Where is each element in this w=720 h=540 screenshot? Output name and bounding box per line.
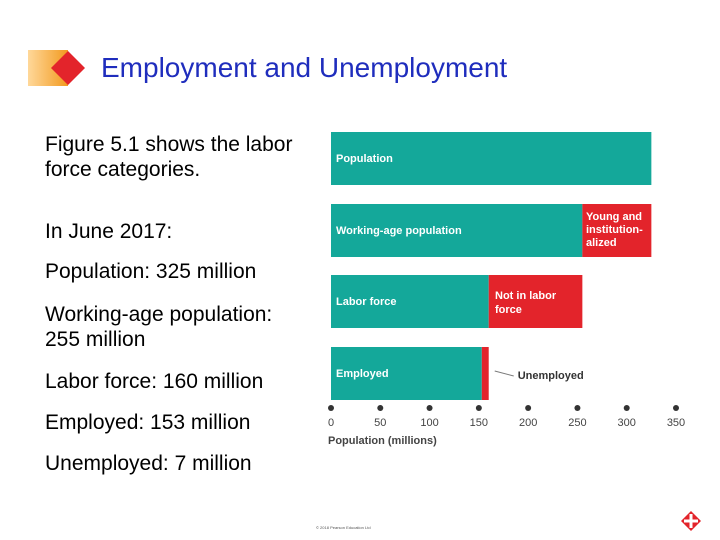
bar-label-employed: Employed [336,368,389,380]
x-tick-dot [624,405,630,411]
x-tick-label: 250 [568,417,587,429]
x-tick-dot [476,405,482,411]
x-tick-dot [377,405,383,411]
pearson-cross-logo-icon [680,510,702,532]
x-tick-dot [427,405,433,411]
x-tick-label: 300 [617,417,636,429]
labor-force-chart [300,120,710,460]
x-tick-dot [574,405,580,411]
bullet-figure-intro: Figure 5.1 shows the labor force categories. [45,133,293,181]
x-tick-dot [328,405,334,411]
bullet-population: Population: 325 million [45,260,257,283]
slide-title: Employment and Unemployment [101,52,508,83]
bar-label-population: Population [336,153,393,165]
bullet-labor-force: Labor force: 160 million [45,370,264,393]
x-tick-label: 0 [327,417,335,429]
unemployed-callout-line [495,371,514,376]
bar-segment-employed [482,347,489,400]
x-tick-label: 50 [374,417,387,429]
x-tick-dot [673,405,679,411]
copyright-footer: © 2018 Pearson Education Ltd [316,525,371,530]
segment-label-labor-force: Not in labor force [495,290,557,316]
unemployed-callout-label: Unemployed [517,370,584,382]
x-tick-label: 350 [666,417,686,429]
bullet-unemployed: Unemployed: 7 million [45,452,252,475]
x-axis-label: Population (millions) [328,435,437,447]
bullet-employed: Employed: 153 million [45,411,251,434]
x-tick-label: 150 [469,417,489,429]
segment-label-working-age-population: Young and institution-alized [586,211,643,249]
bar-label-working-age-population: Working-age population [336,225,462,237]
x-tick-label: 200 [518,417,538,429]
x-tick-dot [525,405,531,411]
bar-label-labor-force: Labor force [336,296,397,308]
bullet-working-age: Working-age population: 255 million [45,303,273,351]
x-tick-label: 100 [420,417,439,429]
diamond-logo-icon [28,48,90,88]
bullet-june-2017: In June 2017: [45,220,173,243]
